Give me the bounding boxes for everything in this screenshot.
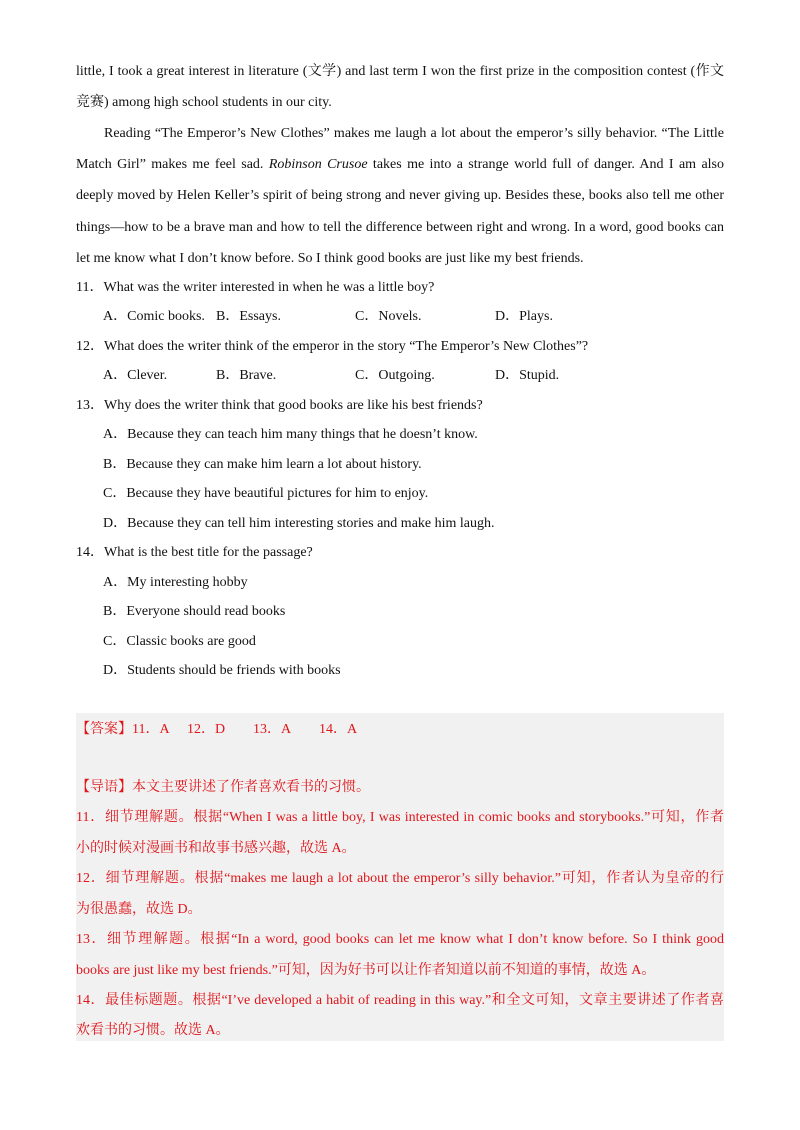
option-a: A．Because they can teach him many things that he doesn’t know.	[103, 427, 478, 442]
question-13-stem: 13．Why does the writer think that good books are like his best friends?	[76, 398, 483, 413]
option-a: A．Clever.	[103, 368, 168, 383]
passage-line: deeply moved by Helen Keller’s spirit of being strong and never giving up. Besides these, books also tell me other	[76, 188, 724, 204]
answer-13: 13．A	[253, 722, 292, 737]
passage-line: let me know what I don’t know before. So I think good books are just like my best friends.	[76, 250, 584, 266]
passage-paragraph-1	[76, 56, 724, 118]
passage-text: takes me into a strange world full of danger. And I am also	[367, 157, 725, 173]
passage-line	[76, 149, 724, 180]
option-d: D．Students should be friends with books	[103, 663, 341, 678]
passage-line: 竞赛) among high school students in our city.	[76, 95, 332, 111]
option-d: D．Stupid.	[495, 368, 560, 383]
option-b: B．Essays.	[216, 309, 281, 324]
option-c: C．Novels.	[355, 309, 422, 324]
option-b: B．Because they can make him learn a lot about history.	[103, 457, 422, 472]
passage-paragraph-2	[76, 118, 724, 274]
passage-line: little, I took a great interest in literature (文学) and last term I won the first prize in the composition contest (作文	[76, 64, 724, 79]
explanation-12-line: 为很愚蠢，故选 D。	[76, 902, 202, 917]
option-d: D．Because they can tell him interesting stories and make him laugh.	[103, 516, 495, 531]
option-b: B．Everyone should read books	[103, 604, 286, 619]
explanation-12-line: 12．细节理解题。根据“makes me laugh a lot about the emperor’s silly behavior.”可知，作者认为皇帝的行	[76, 871, 724, 886]
answer-12: 12．D	[187, 722, 226, 737]
question-12-options	[103, 366, 703, 386]
option-c: C．Because they have beautiful pictures for him to enjoy.	[103, 486, 429, 501]
option-d: D．Plays.	[495, 309, 553, 324]
option-c: C．Outgoing.	[355, 368, 435, 383]
option-a: A．My interesting hobby	[103, 575, 248, 590]
explanation-13-line: books are just like my best friends.”可知，因为好书可以让作者知道以前不知道的事情，故选 A。	[76, 963, 656, 978]
passage-text: Match Girl” makes me feel sad.	[76, 157, 269, 173]
explanation-13-line: 13．细节理解题。根据“In a word, good books can let me know what I don’t know before. So I think good	[76, 932, 724, 947]
answer-key	[76, 720, 724, 740]
passage-line: Reading “The Emperor’s New Clothes” makes me laugh a lot about the emperor’s silly behavior. “The Little	[104, 126, 724, 141]
option-a: A．Comic books.	[103, 309, 205, 324]
answer-14: 14．A	[319, 722, 358, 737]
guide-text: 【导语】本文主要讲述了作者喜欢看书的习惯。	[76, 780, 370, 795]
question-11-options	[103, 307, 703, 327]
question-14-stem: 14．What is the best title for the passage?	[76, 545, 313, 560]
answer-label: 【答案】	[76, 722, 132, 737]
question-11-stem: 11．What was the writer interested in when he was a little boy?	[76, 280, 435, 295]
question-12-stem: 12．What does the writer think of the emperor in the story “The Emperor’s New Clothes”?	[76, 339, 589, 354]
option-b: B．Brave.	[216, 368, 277, 383]
explanation-14-line: 14．最佳标题题。根据“I’ve developed a habit of reading in this way.”和全文可知，文章主要讲述了作者喜	[76, 993, 724, 1008]
explanation-11-line: 小的时候对漫画书和故事书感兴趣，故选 A。	[76, 841, 356, 856]
answer-11: 11．A	[132, 722, 170, 737]
explanation-11-line: 11．细节理解题。根据“When I was a little boy, I was interested in comic books and storybooks.”可知，作者	[76, 810, 724, 825]
passage-line: things—how to be a brave man and how to tell the difference between right and wrong. In a word, good books can	[76, 219, 724, 235]
option-c: C．Classic books are good	[103, 634, 256, 649]
book-title-italic: Robinson Crusoe	[268, 157, 368, 173]
explanation-14-line: 欢看书的习惯。故选 A。	[76, 1023, 230, 1038]
